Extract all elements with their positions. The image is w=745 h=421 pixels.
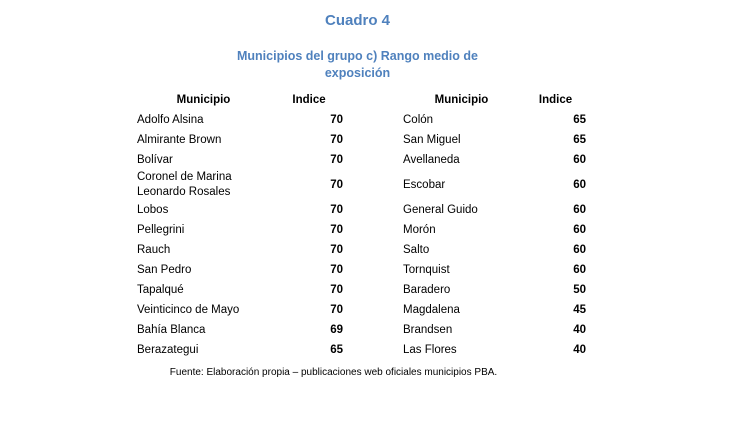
municipio-cell: San Miguel [403, 134, 461, 146]
table-row [132, 200, 586, 220]
indice-cell: 60 [573, 204, 586, 216]
indice-cell: 70 [330, 114, 343, 126]
municipio-cell: Bahía Blanca [137, 324, 206, 336]
source-note: Fuente: Elaboración propia – publicaciones web oficiales municipios PBA. [169, 367, 498, 378]
table-subtitle: Municipios del grupo c) Rango medio de exposición [237, 49, 478, 80]
indice-cell: 70 [330, 204, 343, 216]
column-gap [343, 90, 398, 110]
column-header-municipio-right: Municipio [434, 94, 489, 106]
indice-cell: 70 [330, 244, 343, 256]
table-row [132, 260, 586, 280]
municipio-cell: Tornquist [403, 264, 450, 276]
indice-cell: 45 [573, 304, 586, 316]
indice-cell: 60 [573, 178, 586, 191]
indice-cell: 60 [573, 244, 586, 256]
indice-cell: 40 [573, 324, 586, 336]
municipio-cell: Coronel de Marina Leonardo Rosales [137, 171, 232, 198]
indice-cell: 40 [573, 344, 586, 356]
table-row [132, 150, 586, 170]
municipio-cell: Veinticinco de Mayo [137, 304, 240, 316]
table-row [132, 240, 586, 260]
municipio-cell: Adolfo Alsina [137, 114, 204, 126]
table-header-row [132, 90, 586, 110]
indice-cell: 65 [573, 114, 586, 126]
municipio-cell: Magdalena [403, 304, 460, 316]
indice-cell: 70 [330, 178, 343, 191]
table-row [132, 220, 586, 240]
municipio-cell: Baradero [403, 284, 451, 296]
indice-cell: 50 [573, 284, 586, 296]
municipio-cell: Rauch [137, 244, 171, 256]
table-row [132, 130, 586, 150]
municipio-cell: Avellaneda [403, 154, 460, 166]
municipios-table [132, 90, 586, 360]
municipio-cell: Lobos [137, 204, 169, 216]
municipio-cell: Pellegrini [137, 224, 185, 236]
indice-cell: 70 [330, 284, 343, 296]
table-row [132, 170, 586, 200]
table-number-title: Cuadro 4 [324, 12, 390, 29]
municipio-cell: Morón [403, 224, 436, 236]
municipio-cell: San Pedro [137, 264, 192, 276]
indice-cell: 65 [573, 134, 586, 146]
indice-cell: 65 [330, 344, 343, 356]
municipio-cell: Las Flores [403, 344, 457, 356]
municipio-cell: Berazategui [137, 344, 199, 356]
municipio-cell: Salto [403, 244, 430, 256]
indice-cell: 70 [330, 264, 343, 276]
indice-cell: 70 [330, 224, 343, 236]
municipio-cell: Escobar [403, 178, 446, 191]
indice-cell: 60 [573, 224, 586, 236]
indice-cell: 60 [573, 154, 586, 166]
table-row [132, 280, 586, 300]
indice-cell: 60 [573, 264, 586, 276]
indice-cell: 69 [330, 324, 343, 336]
table-row [132, 110, 586, 130]
column-header-indice-left: Indice [292, 94, 326, 106]
indice-cell: 70 [330, 154, 343, 166]
table-row [132, 320, 586, 340]
table-row [132, 300, 586, 320]
municipio-cell: Colón [403, 114, 434, 126]
municipio-cell: Almirante Brown [137, 134, 222, 146]
municipio-cell: General Guido [403, 204, 478, 216]
indice-cell: 70 [330, 134, 343, 146]
indice-cell: 70 [330, 304, 343, 316]
municipio-cell: Tapalqué [137, 284, 184, 296]
column-header-municipio-left: Municipio [176, 94, 231, 106]
municipio-cell: Bolívar [137, 154, 173, 166]
table-row [132, 340, 586, 360]
column-header-indice-right: Indice [538, 94, 573, 106]
municipio-cell: Brandsen [403, 324, 453, 336]
